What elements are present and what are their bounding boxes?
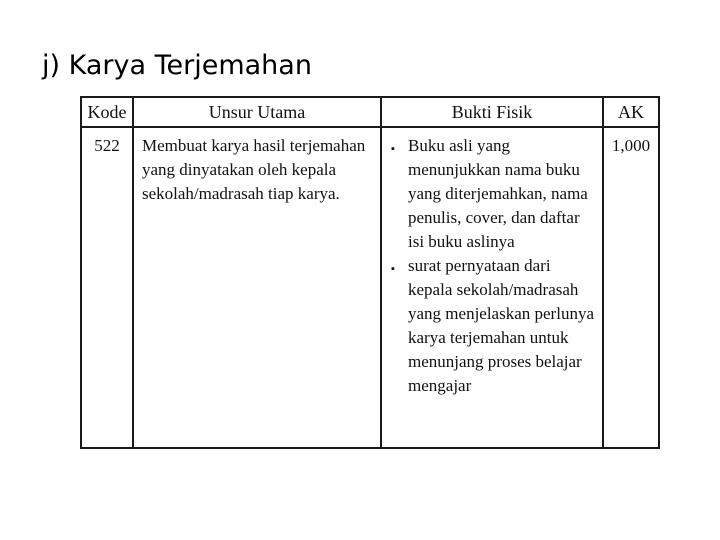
list-item (388, 254, 596, 398)
header-unsur-utama: Unsur Utama (133, 97, 381, 127)
square-bullet-icon: ▪ (391, 263, 395, 275)
bukti-item-text: Buku asli yang menunjukkan nama buku yang diterjemahkan, nama penulis, cover, dan daftar isi buku aslinya (408, 136, 588, 251)
header-ak: AK (603, 97, 659, 127)
karya-terjemahan-table (80, 96, 660, 449)
slide-title: j) Karya Terjemahan (42, 50, 312, 81)
header-kode: Kode (81, 97, 133, 127)
square-bullet-icon: ▪ (391, 143, 395, 155)
header-bukti-fisik: Bukti Fisik (381, 97, 603, 127)
cell-kode: 522 (81, 127, 133, 448)
cell-ak: 1,000 (603, 127, 659, 448)
cell-bukti-fisik (381, 127, 603, 448)
bukti-item-text: surat pernyataan dari kepala sekolah/madrasah yang menjelaskan perlunya karya terjemahan untuk menunjang proses belajar mengajar (408, 256, 594, 395)
list-item (388, 134, 596, 254)
table-header-row (81, 97, 659, 127)
bukti-fisik-list (388, 134, 596, 398)
table-row (81, 127, 659, 448)
cell-unsur-utama: Membuat karya hasil terjemahan yang dinyatakan oleh kepala sekolah/madrasah tiap karya. (133, 127, 381, 448)
